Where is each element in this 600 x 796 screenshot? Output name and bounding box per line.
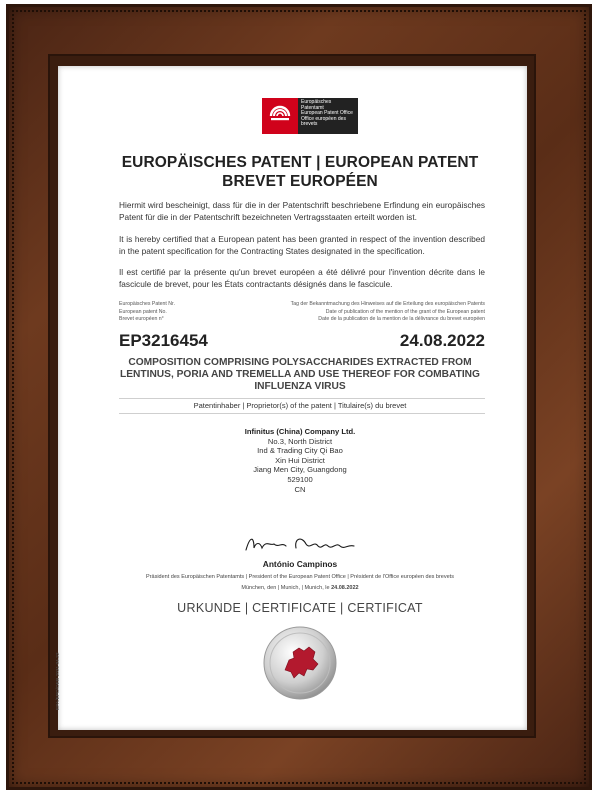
certification-fr: Il est certifié par la présente qu'un brevet européen a été délivré pour l'invention décrite dans le fascicule de brevet, pour les États contractants désignés dans le fascicule. [119, 267, 485, 289]
certificate-word: URKUNDE | CERTIFICATE | CERTIFICAT [177, 601, 423, 615]
address-line: Jiang Men City, Guangdong [253, 465, 347, 475]
patent-title: COMPOSITION COMPRISING POLYSACCHARIDES EXTRACTED FROM LENTINUS, PORIA AND TREMELLA AND USE THEREOF FOR COMBATING INFLUENZA VIRUS [120, 357, 480, 392]
epo-logo-icon [262, 98, 298, 134]
patent-number: EP3216454 [119, 331, 208, 350]
address-line: 529100 [287, 474, 313, 484]
epo-logo [262, 98, 358, 134]
form-code: EPA/EPO/OEB 2031 04.22 [56, 652, 61, 710]
proprietor-block [200, 427, 400, 494]
proprietor-name: Infinitus (China) Company Ltd. [244, 427, 356, 436]
issue-date: 24.08.2022 [331, 585, 359, 591]
place-prefix: München, den | Munich, | Munich, le [241, 585, 330, 591]
certification-en: It is hereby certified that a European patent has been granted in respect of the invention described in the patent specification for the Contracting States designated in the specification. [119, 234, 485, 256]
address-line: Ind & Trading City Qi Bao [257, 446, 343, 456]
place-date [100, 585, 500, 591]
divider-bottom [119, 413, 485, 414]
grant-date: 24.08.2022 [399, 331, 485, 350]
grant-date-labels: Tag der Bekanntmachung des Hinweises auf die Erteilung des europäischen Patents Date of publication of the mention of the grant of the European patent Date de la publication de la mention de la délivrance du brevet européen [290, 301, 485, 322]
europe-seal-icon [263, 626, 337, 700]
address-line: No.3, North District [267, 436, 333, 446]
president-signature [232, 532, 368, 556]
title-line-2: BREVET EUROPÉEN [222, 173, 378, 190]
address-line: CN [294, 484, 306, 494]
signatory-name: António Campinos [262, 559, 338, 569]
certification-de: Hiermit wird bescheinigt, dass für die in der Patentschrift beschriebene Erfindung ein europäisches Patent für die in der Patentschrift bezeichneten Vertragsstaaten erteilt worden ist. [119, 200, 485, 222]
signatory-role: Präsident des Europäischen Patentamts | President of the European Patent Office | Président de l'Office européen des brevets [146, 574, 454, 580]
patent-number-labels: Europäisches Patent Nr. European patent No. Brevet européen n° [119, 301, 175, 322]
epo-logo-text: Europäisches Patentamt European Patent Office Office européen des brevets [298, 98, 358, 134]
title-line-1: EUROPÄISCHES PATENT | EUROPEAN PATENT [121, 154, 479, 171]
divider-top [119, 398, 485, 399]
address-line: Xin Hui District [275, 455, 325, 465]
proprietor-label: Patentinhaber | Proprietor(s) of the patent | Titulaire(s) du brevet [193, 401, 407, 410]
